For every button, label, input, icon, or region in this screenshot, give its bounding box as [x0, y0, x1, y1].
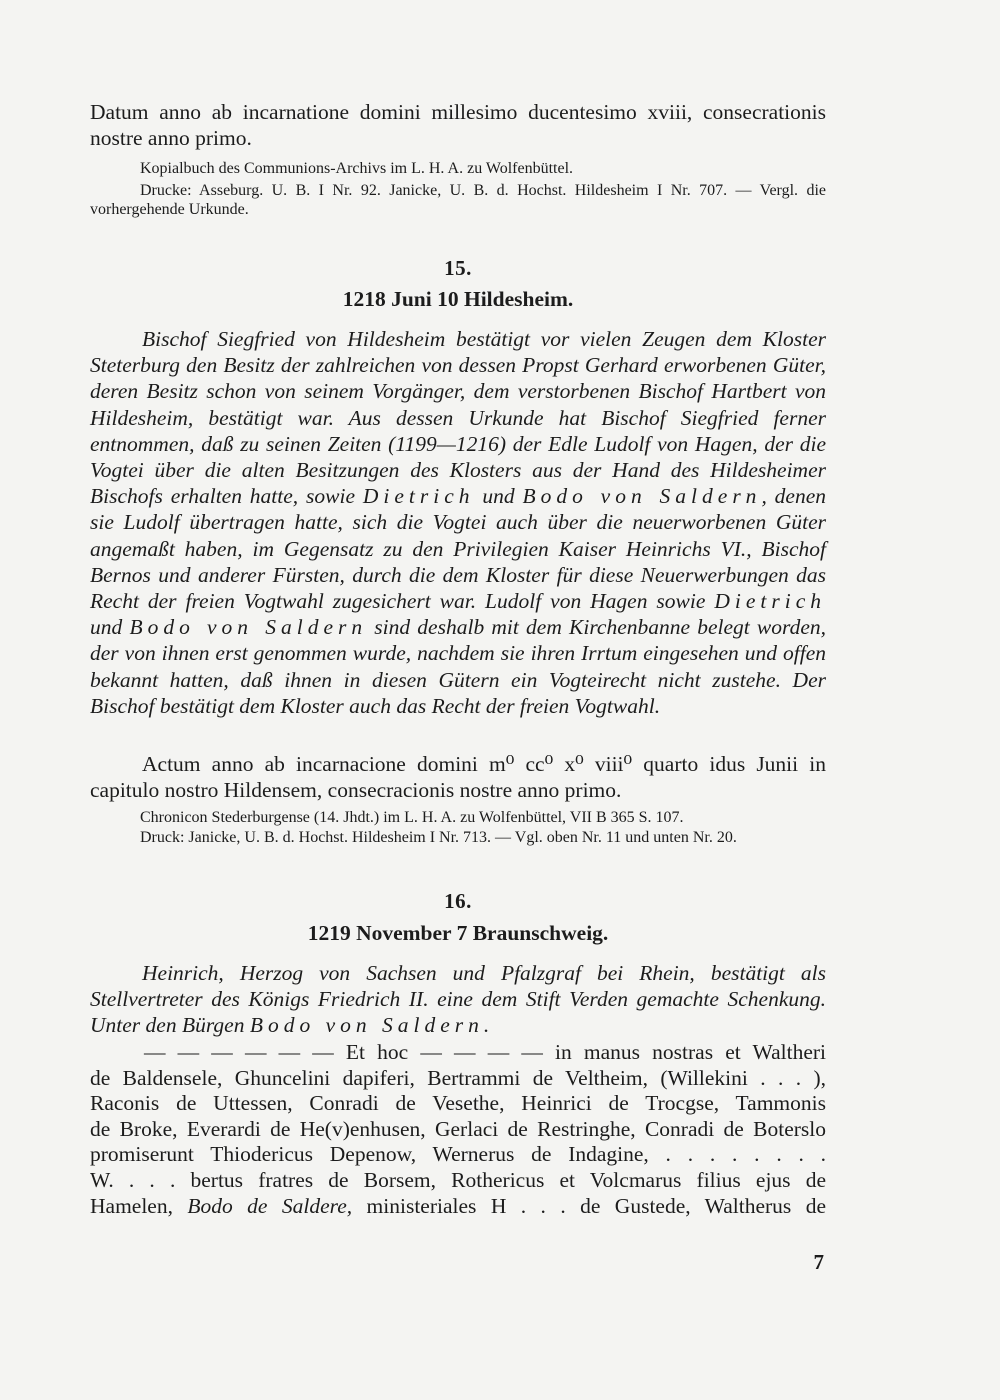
regest-text: , denen sie Ludolf übertragen hatte, sich die Vogtei auch über die neuerworbenen Güter angemaßt haben, im Gegensatz zu den Privilegien Kaiser Heinrichs VI., Bischof Bernos und anderer Fürsten, durch die dem Kloster für diese Neuerwerbungen das Recht der freien Vogtwahl zugesichert war. Ludolf von Hagen sowie	[90, 484, 826, 614]
document-date-place: 1219 November 7 Braunschweig.	[307, 921, 609, 945]
archive-source: Chronicon Stederburgense (14. Jhdt.) im L. H. A. zu Wolfenbüttel, VII B 365 S. 107.	[140, 809, 684, 826]
text-line: — — — — — — Et hoc — — — — in manus nostras et Waltheri	[144, 1040, 826, 1064]
regest-summary	[90, 960, 826, 1039]
document-number: 15.	[444, 256, 472, 280]
regest-text: sind deshalb mit dem Kirchenbanne belegt worden, der von ihnen erst genommen wurde, nachdem sie ihren Irrtum eingesehen und offen bekannt hatten, daß ihnen in diesen Gütern ein Vogteirecht nicht zustehe. Der Bischof bestätigt dem Kloster auch das Recht der freien Vogtwahl.	[90, 615, 827, 718]
text-line: promiserunt Thiodericus Depenow, Wernerus de Indagine, . . . . . . . .	[90, 1142, 826, 1167]
person-name: Bodo von Saldern	[522, 484, 762, 509]
print-references: Drucke: Asseburg. U. B. I Nr. 92. Janicke, U. B. d. Hochst. Hildesheim I Nr. 707. — Vergl. die vorhergehende Urkunde.	[90, 182, 826, 218]
text-line: W. . . . bertus fratres de Borsem, Rothericus et Volcmarus filius ejus de	[90, 1167, 826, 1192]
document-date-place: 1218 Juni 10 Hildesheim.	[342, 287, 574, 311]
regest-text: und	[474, 484, 523, 509]
person-name: Dietrich	[714, 589, 826, 614]
text-fragment: Hamelen,	[90, 1193, 188, 1218]
person-name: Bodo von Saldern	[249, 1013, 484, 1038]
archive-source: Kopialbuch des Communions-Archivs im L. H. A. zu Wolfenbüttel.	[140, 160, 574, 177]
actum-clause: Actum anno ab incarnacione domini m⁰ cc⁰ x⁰ viii⁰ quarto idus Junii in capitulo nostro Hildensem, consecracionis nostre anno primo.	[90, 752, 826, 802]
regest-text: Bischof Siegfried von Hildesheim bestätigt vor vielen Zeugen dem Kloster Steterburg den Besitz der zahlreichen von dessen Propst Gerhard erworbenen Güter, deren Besitz schon von seinem Vorgänger, dem verstorbenen Bischof Hartbert von Hildesheim, bestätigt war. Aus dessen Urkunde hat Bischof Siegfried ferner entnommen, daß zu seinen Zeiten (1199—1216) der Edle Ludolf von Hagen, der die Vogtei über die alten Besitzungen des Klosters aus der Hand des Hildesheimer Bischofs erhalten hatte, sowie	[90, 327, 826, 509]
print-references: Druck: Janicke, U. B. d. Hochst. Hildesheim I Nr. 713. — Vgl. oben Nr. 11 und unten Nr. 20.	[140, 829, 737, 846]
regest-text: Heinrich, Herzog von Sachsen und Pfalzgraf bei Rhein, bestätigt als Stellvertreter des Königs Friedrich II. eine dem Stift Verden gemachte Schenkung. Unter den Bürgen	[90, 961, 826, 1038]
person-name: Bodo de Saldere,	[187, 1193, 353, 1218]
regest-summary	[90, 326, 826, 719]
text-line: de Broke, Everardi de He(v)enhusen, Gerlaci de Restringhe, Conradi de Boterslo	[90, 1116, 826, 1141]
person-name: Bodo von Saldern	[129, 615, 368, 640]
page-number: 7	[813, 1250, 824, 1274]
charter-text	[90, 1040, 826, 1219]
text-line: de Baldensele, Ghuncelini dapiferi, Bertrammi de Veltheim, (Willekini . . . ),	[90, 1065, 826, 1090]
person-name: Dietrich	[362, 484, 475, 509]
text-line: Raconis de Uttessen, Conradi de Vesethe, Heinrici de Trocgse, Tammonis	[90, 1091, 826, 1116]
datum-clause: Datum anno ab incarnatione domini millesimo ducentesimo xviii, consecrationis nostre anno primo.	[90, 100, 826, 150]
regest-text: und	[90, 615, 130, 640]
text-fragment: ministeriales H . . . de Gustede, Waltherus de	[352, 1193, 826, 1218]
document-number: 16.	[444, 889, 472, 913]
regest-text: .	[483, 1013, 490, 1038]
text-line	[90, 1194, 826, 1220]
